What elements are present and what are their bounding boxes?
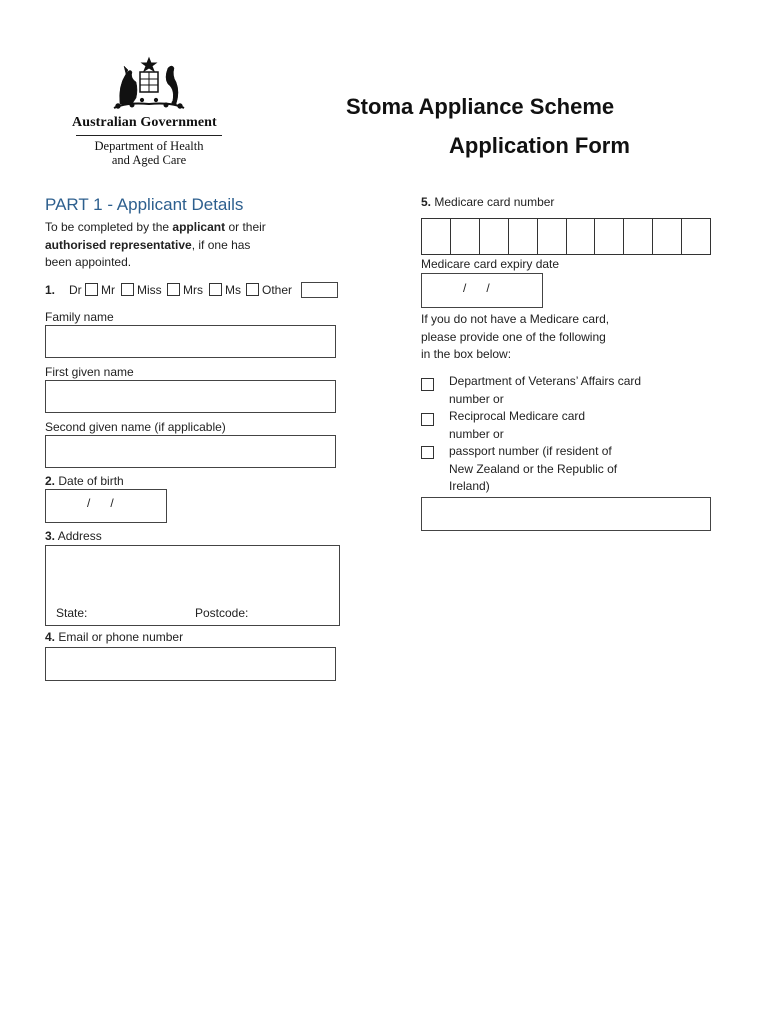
postcode-label: Postcode: bbox=[195, 606, 249, 620]
department-line2: and Aged Care bbox=[111, 153, 187, 167]
passport-label: passport number (if resident of New Zealand or the Republic of Ireland) bbox=[449, 444, 618, 493]
second-given-name-label: Second given name (if applicable) bbox=[45, 420, 226, 434]
title-other-field[interactable] bbox=[301, 282, 338, 298]
title-miss-checkbox[interactable] bbox=[167, 283, 180, 296]
title-miss-label: Miss bbox=[137, 283, 162, 297]
form-title-line2: Application Form bbox=[449, 133, 630, 158]
contact-field[interactable] bbox=[45, 647, 336, 681]
contact-label: 4. Email or phone number bbox=[45, 630, 184, 644]
part1-intro: To be completed by the applicant or their authorised representative, if one has been appointed. bbox=[45, 220, 266, 269]
part1-heading: PART 1 - Applicant Details bbox=[45, 195, 244, 214]
medicare-number-label: 5. Medicare card number bbox=[421, 195, 555, 209]
dva-card-checkbox[interactable] bbox=[421, 378, 434, 391]
title-dr-label: Dr bbox=[69, 283, 82, 297]
medicare-expiry-label: Medicare card expiry date bbox=[421, 257, 560, 271]
first-given-name-label: First given name bbox=[45, 365, 134, 379]
passport-checkbox[interactable] bbox=[421, 446, 434, 459]
q1-number: 1. bbox=[45, 283, 56, 297]
reciprocal-medicare-checkbox[interactable] bbox=[421, 413, 434, 426]
address-field[interactable] bbox=[45, 545, 340, 626]
coat-of-arms-icon bbox=[106, 56, 192, 112]
dob-field[interactable] bbox=[45, 489, 167, 523]
title-mr-checkbox[interactable] bbox=[121, 283, 134, 296]
reciprocal-medicare-label: Reciprocal Medicare card number or bbox=[449, 409, 586, 441]
title-dr-checkbox[interactable] bbox=[85, 283, 98, 296]
state-label: State: bbox=[56, 606, 88, 620]
form-title-line1: Stoma Appliance Scheme bbox=[346, 94, 615, 119]
crest-divider bbox=[76, 135, 222, 136]
title-mrs-checkbox[interactable] bbox=[209, 283, 222, 296]
title-mrs-label: Mrs bbox=[183, 283, 203, 297]
family-name-label: Family name bbox=[45, 310, 114, 324]
first-given-name-field[interactable] bbox=[45, 380, 336, 413]
title-mr-label: Mr bbox=[101, 283, 115, 297]
dob-label: 2. Date of birth bbox=[45, 474, 124, 488]
alternative-id-instructions: If you do not have a Medicare card, please provide one of the following in the box below: bbox=[421, 312, 610, 361]
dva-card-label: Department of Veterans’ Affairs card number or bbox=[449, 374, 642, 406]
government-name: Australian Government bbox=[72, 115, 217, 130]
title-ms-label: Ms bbox=[225, 283, 241, 297]
department-line1: Department of Health bbox=[94, 139, 204, 153]
title-other-label: Other bbox=[262, 283, 293, 297]
title-ms-checkbox[interactable] bbox=[246, 283, 259, 296]
medicare-number-field[interactable] bbox=[421, 218, 711, 255]
address-label: 3. Address bbox=[45, 529, 102, 543]
family-name-field[interactable] bbox=[45, 325, 336, 358]
expiry-slashes: / / bbox=[463, 281, 490, 295]
dob-slashes: / / bbox=[87, 496, 114, 510]
medicare-expiry-field[interactable] bbox=[421, 273, 543, 308]
alternative-id-field[interactable] bbox=[421, 497, 711, 531]
second-given-name-field[interactable] bbox=[45, 435, 336, 468]
